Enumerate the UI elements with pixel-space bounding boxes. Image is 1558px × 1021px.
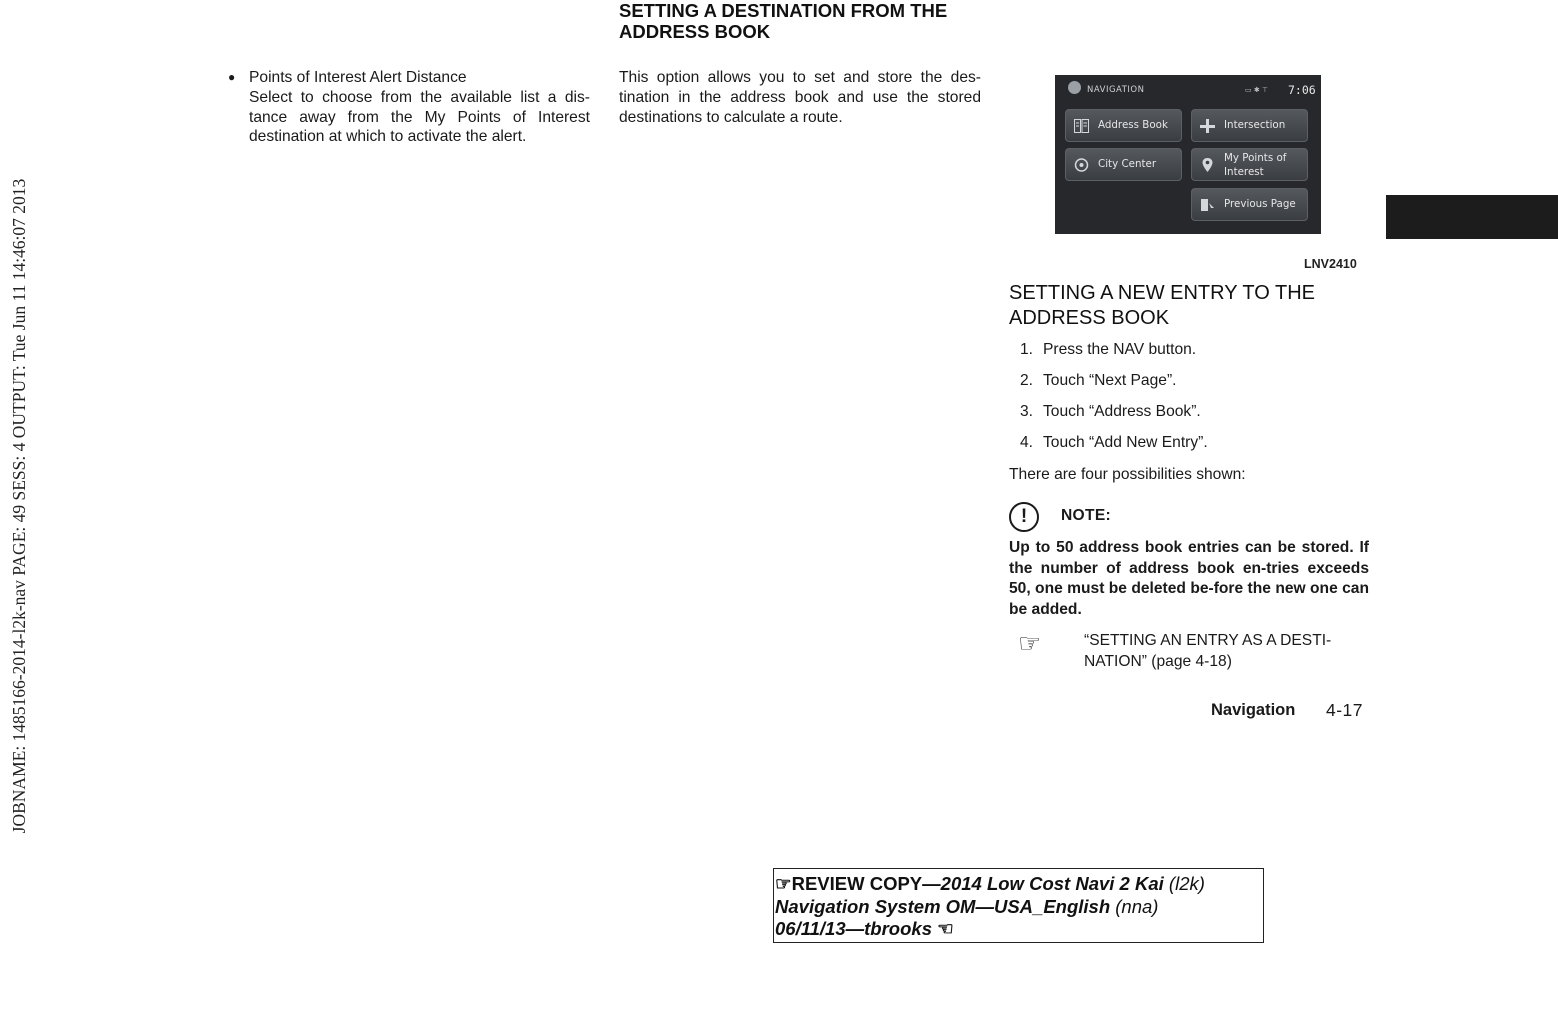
intersection-icon <box>1200 119 1215 133</box>
list-item: 4. Touch “Add New Entry”. <box>1020 434 1208 451</box>
footer-section: Navigation <box>1211 701 1296 719</box>
list-item: 2. Touch “Next Page”. <box>1020 372 1177 389</box>
review-line-3: 06/11/13—tbrooks ☜ <box>775 918 954 939</box>
figure-id: LNV2410 <box>1304 257 1357 271</box>
previous-page-button[interactable] <box>1191 188 1308 221</box>
intersection-button[interactable] <box>1191 109 1308 142</box>
navigation-screen <box>1055 75 1321 234</box>
item-title: Points of Interest Alert Distance <box>249 69 467 86</box>
cross-reference: “SETTING AN ENTRY AS A DESTI-NATION” (page 4-18) <box>1084 632 1332 670</box>
subsection-heading: SETTING A NEW ENTRY TO THE ADDRESS BOOK <box>1009 282 1315 329</box>
bullet-icon: ● <box>228 70 236 84</box>
hand-left-icon: ☞ <box>775 873 792 894</box>
screen-title: NAVIGATION <box>1087 85 1145 95</box>
review-line-1: ☞REVIEW COPY—2014 Low Cost Navi 2 Kai (l2k) <box>775 873 1205 894</box>
review-line-2: Navigation System OM—USA_English (nna) <box>775 895 1159 917</box>
previous-page-icon <box>1200 198 1215 212</box>
section-intro: This option allows you to set and store the des-tination in the address book and use the stored destinations to calculate a route. <box>619 69 981 126</box>
nav-logo-icon <box>1068 81 1081 94</box>
hand-right-icon: ☜ <box>937 918 954 939</box>
section-title: SETTING A DESTINATION FROM THE ADDRESS BOOK <box>619 0 948 42</box>
chapter-tab <box>1386 195 1558 239</box>
list-item: 1. Press the NAV button. <box>1020 341 1197 358</box>
city-center-label: City Center <box>1098 158 1157 170</box>
reference-hand-icon: ☞ <box>1018 628 1042 658</box>
review-copy-box <box>773 868 1264 943</box>
intersection-label: Intersection <box>1224 119 1286 131</box>
my-points-of-interest-button[interactable] <box>1191 148 1308 181</box>
pin-icon <box>1200 158 1215 172</box>
page-number: 4-17 <box>1326 700 1364 720</box>
address-book-icon <box>1074 119 1089 133</box>
jobname-stamp: JOBNAME: 1485166-2014-l2k-nav PAGE: 49 SESS: 4 OUTPUT: Tue Jun 11 14:46:07 2013 <box>9 178 29 834</box>
city-center-icon <box>1074 158 1089 172</box>
note-label: NOTE: <box>1061 507 1112 524</box>
address-book-button[interactable] <box>1065 109 1182 142</box>
address-book-label: Address Book <box>1098 119 1168 131</box>
possibilities-text: There are four possibilities shown: <box>1009 466 1246 483</box>
left-column <box>228 68 590 147</box>
list-item: 3. Touch “Address Book”. <box>1020 403 1201 420</box>
my-points-of-interest-label: My Points of Interest <box>1224 152 1287 178</box>
status-icons: ▭ ✱ ⊤ <box>1245 86 1269 94</box>
previous-page-label: Previous Page <box>1224 198 1296 210</box>
clock: 7:06 <box>1288 83 1316 97</box>
caution-icon: ! <box>1009 502 1039 532</box>
item-description: Select to choose from the available list a dis-tance away from the My Points of Interest destination at which to activate the alert. <box>249 88 590 146</box>
city-center-button[interactable] <box>1065 148 1182 181</box>
note-body: Up to 50 address book entries can be stored. If the number of address book en-tries exceeds 50, one must be deleted be-fore the new one can be added. <box>1009 539 1369 618</box>
steps-list <box>1009 341 1369 465</box>
